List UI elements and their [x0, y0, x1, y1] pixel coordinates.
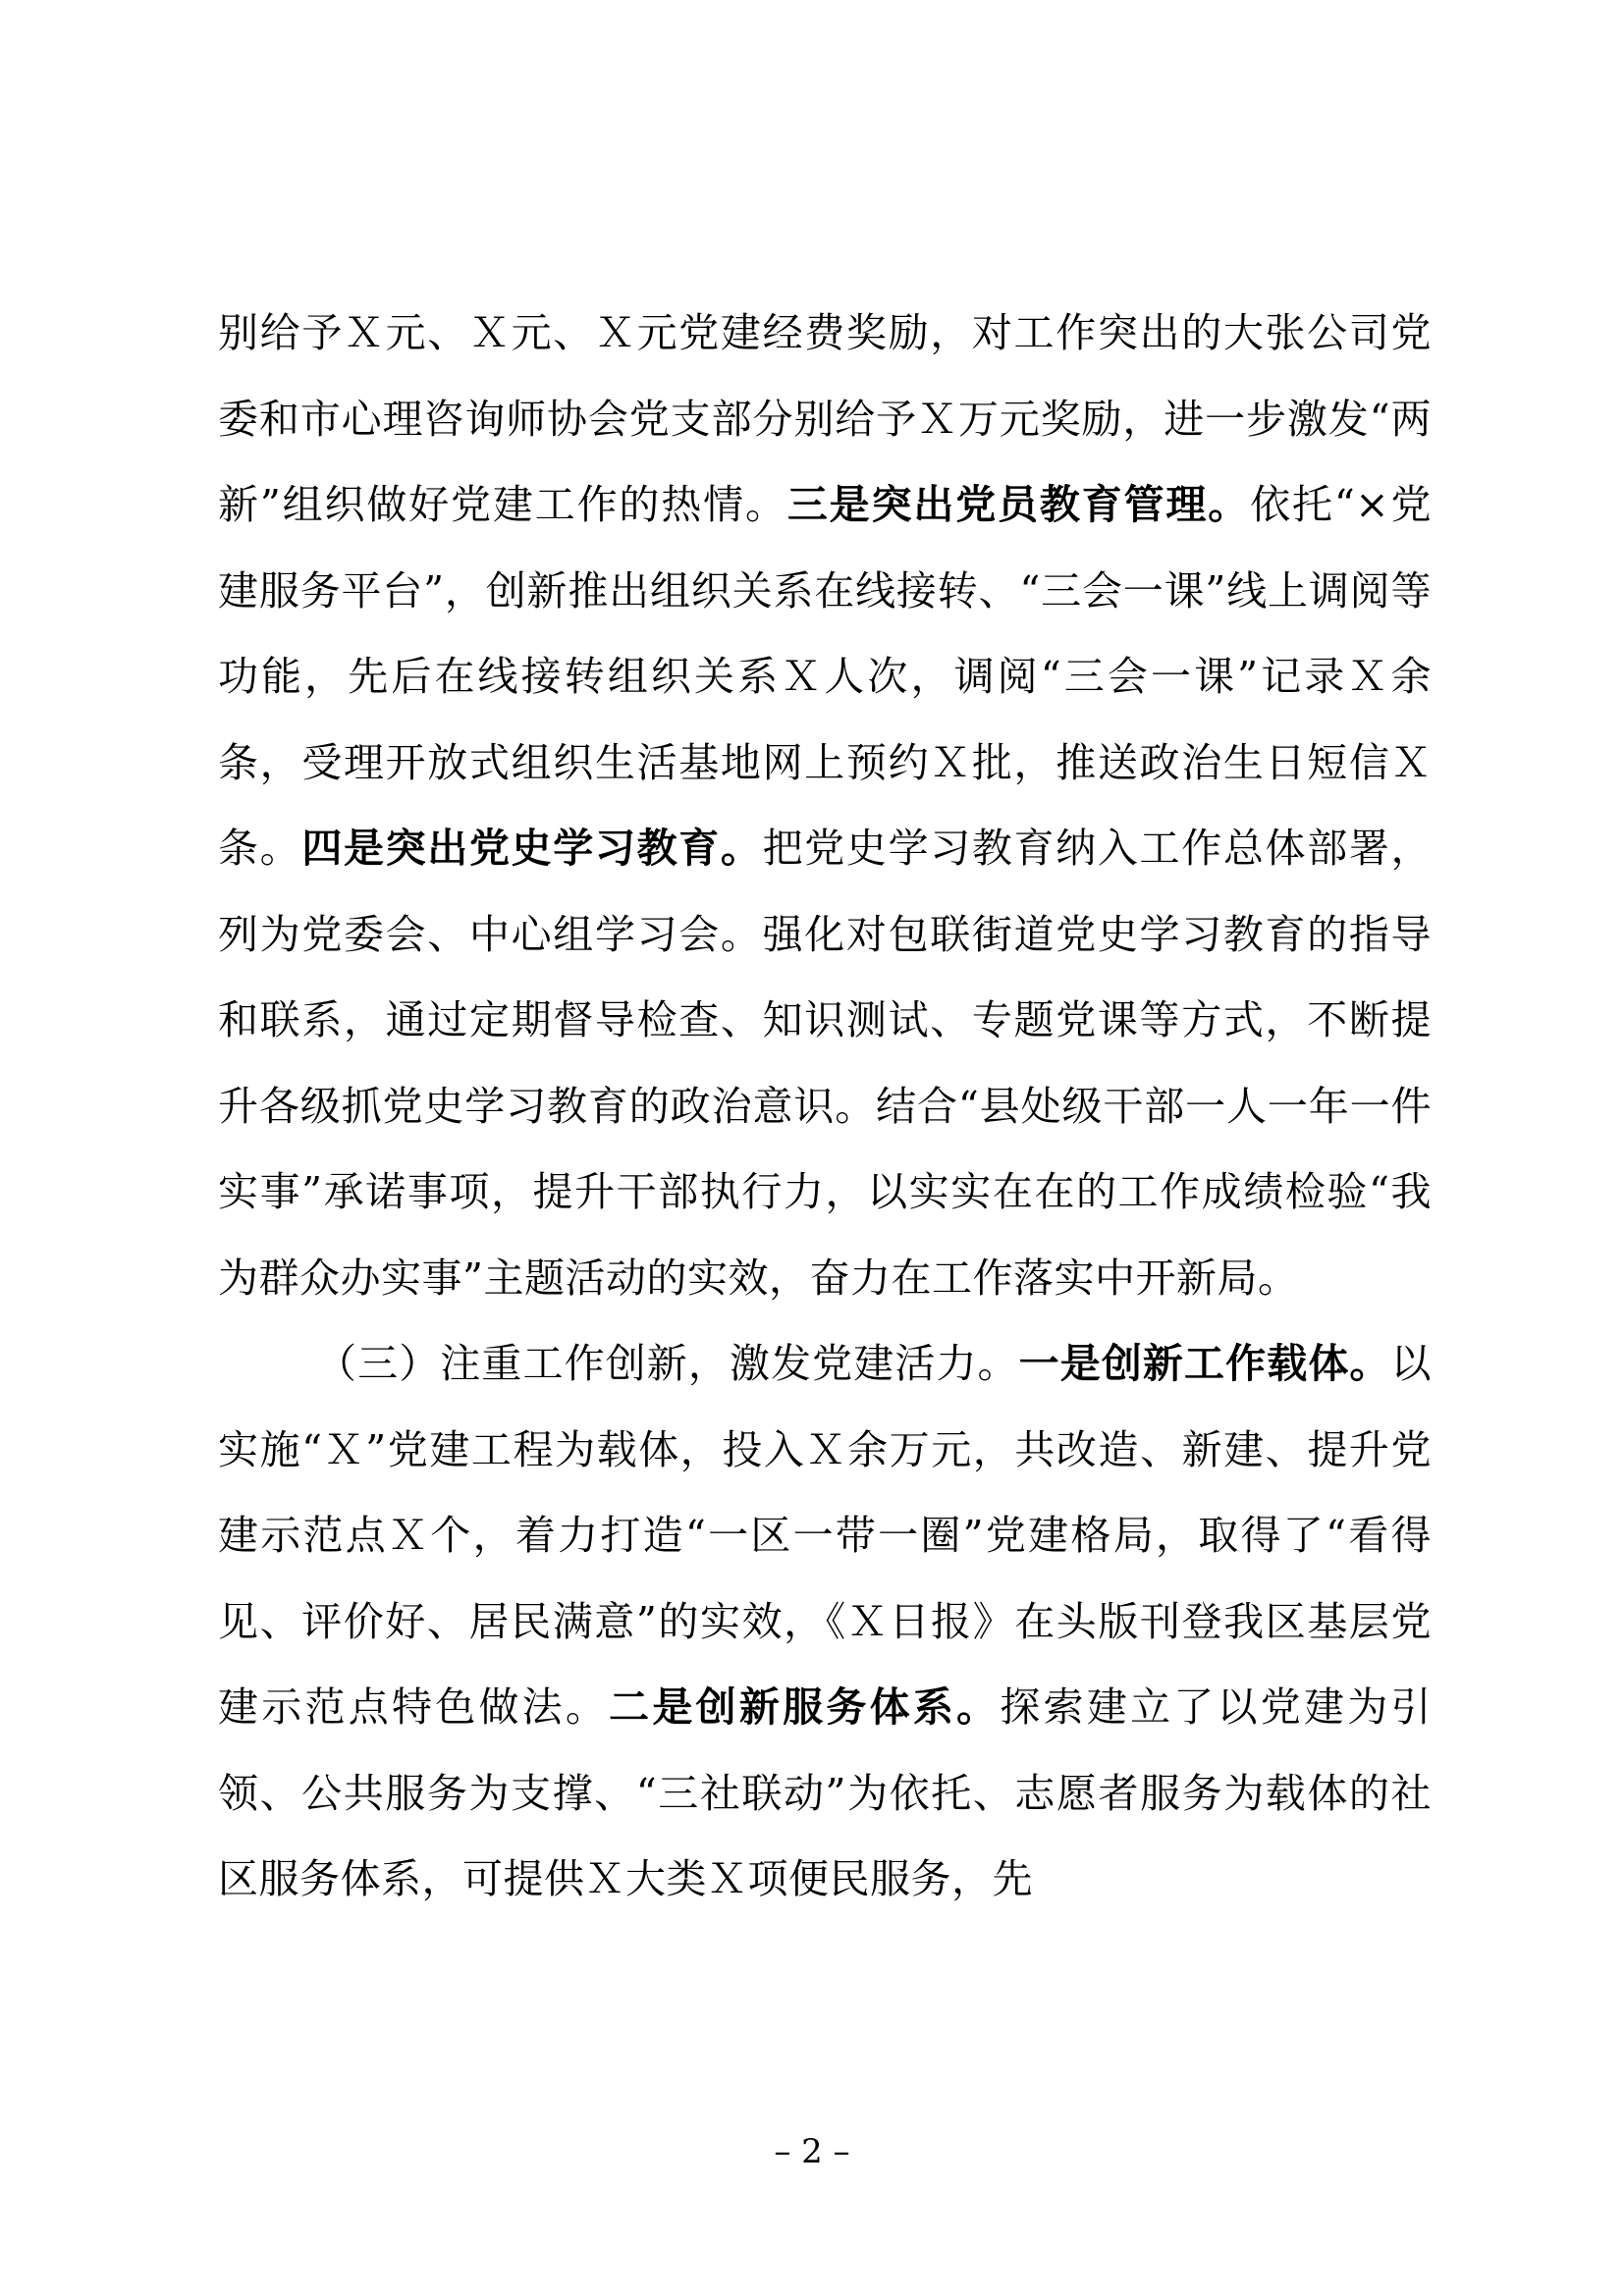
bold-heading-4: 四是突出党史学习教育。 [301, 825, 763, 872]
body-text [218, 291, 1432, 1923]
bold-heading-1: 一是创新工作载体。 [1018, 1340, 1391, 1387]
page-number: – 2 – [774, 2132, 850, 2171]
paragraph-2 [218, 1321, 1432, 1923]
bold-heading-2: 二是创新服务体系。 [609, 1683, 1001, 1731]
section-heading: （三）注重工作创新，激发党建活力。 [316, 1340, 1019, 1387]
bold-heading-3: 三是突出党员教育管理。 [786, 481, 1251, 528]
text-segment: 别给予Ｘ元、Ｘ元、Ｘ元党建经费奖励，对工作突出的大张公司党委和市心理咨询师协会党支部分别给予Ｘ万元奖励，进一步激发“两新”组织做好党建工作的热情。 [218, 309, 1432, 528]
text-segment: 以实施“Ｘ”党建工程为载体，投入Ｘ余万元，共改造、新建、提升党建示范点Ｘ个，着力打造“一区一带一圈”党建格局，取得了“看得见、评价好、居民满意”的实效，《Ｘ日报》在头版刊登我区基层党建示范点特色做法。 [218, 1340, 1433, 1731]
text-segment: 把党史学习教育纳入工作总体部署，列为党委会、中心组学习会。强化对包联街道党史学习教育的指导和联系，通过定期督导检查、知识测试、专题党课等方式，不断提升各级抓党史学习教育的政治意识。结合“县处级干部一人一年一件实事”承诺事项，提升干部执行力，以实实在在的工作成绩检验“我为群众办实事”主题活动的实效，奋力在工作落实中开新局。 [218, 825, 1433, 1302]
text-segment: 依托“×党建服务平台”，创新推出组织关系在线接转、“三会一课”线上调阅等功能，先后在线接转组织关系Ｘ人次，调阅“三会一课”记录Ｘ余条，受理开放式组织生活基地网上预约Ｘ批，推送政治生日短信Ｘ条。 [218, 481, 1432, 872]
text-segment: 探索建立了以党建为引领、公共服务为支撑、“三社联动”为依托、志愿者服务为载体的社区服务体系，可提供Ｘ大类Ｘ项便民服务，先 [218, 1683, 1433, 1902]
paragraph-1 [218, 291, 1432, 1321]
